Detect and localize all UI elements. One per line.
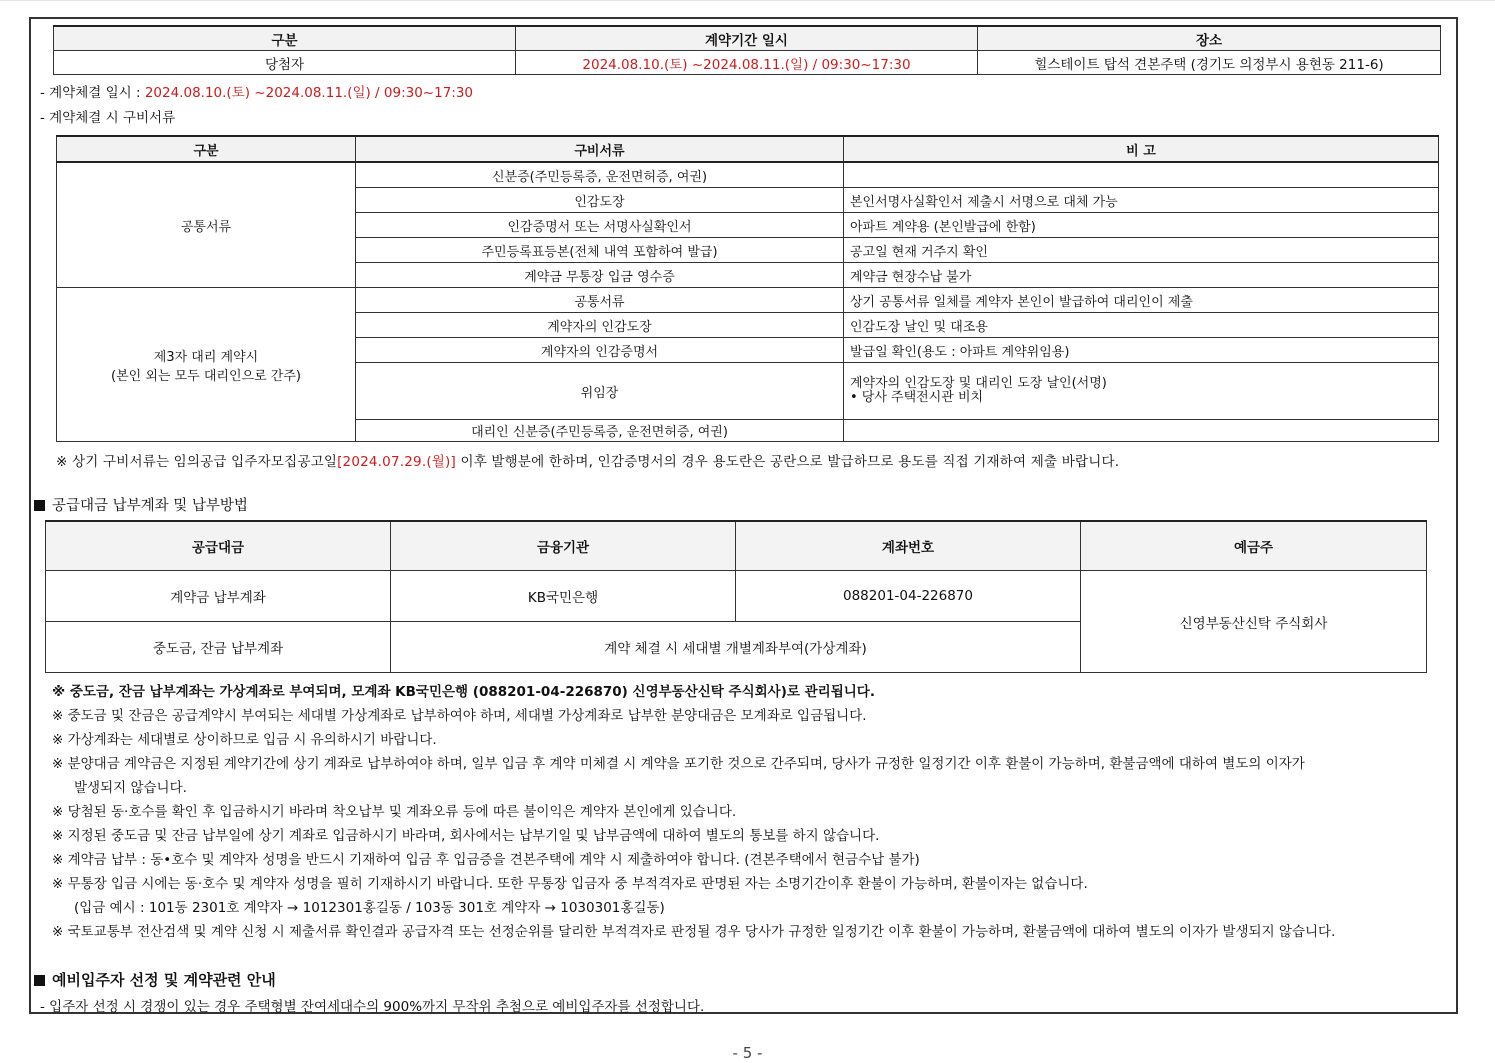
note-cell: 공고일 현재 거주지 확인	[844, 238, 1439, 263]
contract-schedule-table	[53, 25, 1441, 75]
location-cell: 힐스테이트 탑석 견본주택 (경기도 의정부시 용현동 211-6)	[978, 51, 1441, 75]
table-row	[54, 51, 1441, 75]
doc-cell: 대리인 신분증(주민등록증, 운전면허증, 여권)	[356, 420, 844, 442]
note-cell: 발급일 확인(용도 : 아파트 계약위임용)	[844, 338, 1439, 363]
note-item: ※ 중도금, 잔금 납부계좌는 가상계좌로 부여되며, 모계좌 KB국민은행 (088201-04-226870) 신영부동산신탁 주식회사)로 관리됩니다.	[52, 684, 875, 700]
reserve-section-title	[34, 969, 276, 990]
doc-cell: 공통서류	[356, 288, 844, 313]
note-cell: 본인서명사실확인서 제출시 서명으로 대체 가능	[844, 188, 1439, 213]
doc-cell: 신분증(주민등록증, 운전면허증, 여권)	[356, 162, 844, 188]
header-payment-type: 공급대금	[46, 521, 391, 571]
note-line: • 당사 주택전시관 비치	[850, 390, 984, 405]
square-bullet-icon	[34, 975, 45, 986]
doc-cell: 계약자의 인감증명서	[356, 338, 844, 363]
docs-footnote-date: [2024.07.29.(월)]	[337, 454, 456, 470]
note-item: ※ 분양대금 계약금은 지정된 계약기간에 상기 계좌로 납부하여야 하며, 일부 입금 후 계약 미체결 시 계약을 포기한 것으로 간주되며, 당사가 규정한 일정기간 이후 환불이 가능하며, 환불금액에 대하여 별도의 이자가	[52, 756, 1305, 772]
top-divider	[0, 0, 1495, 1]
account-holder-cell: 신영부동산신탁 주식회사	[1081, 571, 1427, 673]
doc-cell: 인감증명서 또는 서명사실확인서	[356, 213, 844, 238]
note-cell	[844, 420, 1439, 442]
note-item: ※ 지정된 중도금 및 잔금 납부일에 상기 계좌로 입금하시기 바라며, 회사에서는 납부기일 및 납부금액에 대하여 별도의 통보를 하지 않습니다.	[52, 828, 880, 844]
note-item: ※ 무통장 입금 시에는 동·호수 및 계약자 성명을 필히 기재하시기 바랍니다. 또한 무통장 입금자 중 부적격자로 판명된 자는 소명기간이후 환불이 가능하며, 환불이자는 없습니다.	[52, 876, 1088, 892]
required-docs-heading: - 계약체결 시 구비서류	[40, 110, 176, 126]
header-location: 장소	[978, 26, 1441, 51]
note-item: (입금 예시 : 101동 2301호 계약자 → 1012301홍길동 / 103동 301호 계약자 → 1030301홍길동)	[74, 900, 665, 916]
header-category: 구분	[57, 136, 356, 162]
payment-type-cell: 중도금, 잔금 납부계좌	[46, 622, 391, 673]
account-number-cell: 088201-04-226870	[736, 571, 1081, 622]
group-proxy-label	[57, 288, 356, 442]
note-item: ※ 당첨된 동·호수를 확인 후 입금하시기 바라며 착오납부 및 계좌오류 등에 따른 불이익은 계약자 본인에게 있습니다.	[52, 804, 737, 820]
note-item: ※ 중도금 및 잔금은 공급계약시 부여되는 세대별 가상계좌로 납부하여야 하며, 세대별 가상계좌로 납부한 분양대금은 모계좌로 입금됩니다.	[52, 708, 867, 724]
header-bank: 금융기관	[391, 521, 736, 571]
note-item: ※ 국토교통부 전산검색 및 계약 신청 시 제출서류 확인결과 공급자격 또는 선정순위를 달리한 부적격자로 판정될 경우 당사가 규정한 일정기간 이후 환불이 가능하며, 환불금액에 대하여 별도의 이자가 발생되지 않습니다.	[52, 924, 1336, 940]
note-cell: 아파트 계약용 (본인발급에 한함)	[844, 213, 1439, 238]
bank-cell: KB국민은행	[391, 571, 736, 622]
header-account: 계좌번호	[736, 521, 1081, 571]
doc-cell: 주민등록표등본(전체 내역 포함하여 발급)	[356, 238, 844, 263]
table-row	[57, 162, 1439, 188]
note-item: 발생되지 않습니다.	[74, 780, 187, 796]
contract-datetime-value: 2024.08.10.(토) ~2024.08.11.(일) / 09:30~17:30	[144, 85, 474, 101]
payment-notes	[52, 680, 1335, 944]
note-item: ※ 가상계좌는 세대별로 상이하므로 입금 시 유의하시기 바랍니다.	[52, 732, 437, 748]
docs-footnote	[56, 450, 1119, 470]
docs-footnote-post: 이후 발행분에 한하며, 인감증명서의 경우 용도란은 공란으로 발급하므로 용도를 직접 기재하여 제출 바랍니다.	[455, 454, 1120, 470]
doc-cell: 계약금 무통장 입금 영수증	[356, 263, 844, 288]
required-docs-table	[56, 135, 1439, 442]
header-category: 구분	[54, 26, 516, 51]
note-line: 계약자의 인감도장 및 대리인 도장 날인(서명)	[850, 376, 1107, 391]
note-cell: 인감도장 날인 및 대조용	[844, 313, 1439, 338]
reserve-line: - 입주자 선정 시 경쟁이 있는 경우 주택형별 잔여세대수의 900%까지 무작위 추첨으로 예비입주자를 선정합니다.	[40, 999, 705, 1015]
square-bullet-icon	[34, 500, 45, 511]
note-cell	[844, 363, 1439, 420]
reserve-section-title-text: 예비입주자 선정 및 계약관련 안내	[52, 971, 276, 989]
note-cell: 상기 공통서류 일체를 계약자 본인이 발급하여 대리인이 제출	[844, 288, 1439, 313]
table-row	[46, 571, 1427, 622]
doc-cell: 인감도장	[356, 188, 844, 213]
doc-cell: 계약자의 인감도장	[356, 313, 844, 338]
group-proxy-label-line1: 제3자 대리 계약시	[153, 349, 259, 365]
group-proxy-label-line2: (본인 외는 모두 대리인으로 간주)	[111, 368, 301, 384]
header-remarks: 비 고	[844, 136, 1439, 162]
winner-cell: 당첨자	[54, 51, 516, 75]
period-cell: 2024.08.10.(토) ~2024.08.11.(일) / 09:30~17:30	[516, 51, 978, 75]
doc-cell: 위임장	[356, 363, 844, 420]
contract-datetime-label: - 계약체결 일시 :	[40, 85, 145, 101]
note-cell	[844, 162, 1439, 188]
header-documents: 구비서류	[356, 136, 844, 162]
note-cell: 계약금 현장수납 불가	[844, 263, 1439, 288]
payment-type-cell: 계약금 납부계좌	[46, 571, 391, 622]
page-number: - 5 -	[732, 1044, 763, 1062]
header-holder: 예금주	[1081, 521, 1427, 571]
payment-accounts-table	[45, 520, 1427, 673]
group-common-label: 공통서류	[57, 162, 356, 288]
contract-datetime-line	[40, 81, 473, 101]
note-item: ※ 계약금 납부 : 동•호수 및 계약자 성명을 반드시 기재하여 입금 후 입금증을 견본주택에 계약 시 제출하여야 합니다. (견본주택에서 현금수납 불가)	[52, 852, 920, 868]
virtual-account-cell: 계약 체결 시 세대별 개별계좌부여(가상계좌)	[391, 622, 1081, 673]
table-row	[57, 288, 1439, 313]
header-period: 계약기간 일시	[516, 26, 978, 51]
payment-section-title	[34, 494, 248, 515]
docs-footnote-pre: ※ 상기 구비서류는 임의공급 입주자모집공고일	[56, 454, 338, 470]
payment-section-title-text: 공급대금 납부계좌 및 납부방법	[52, 498, 248, 514]
